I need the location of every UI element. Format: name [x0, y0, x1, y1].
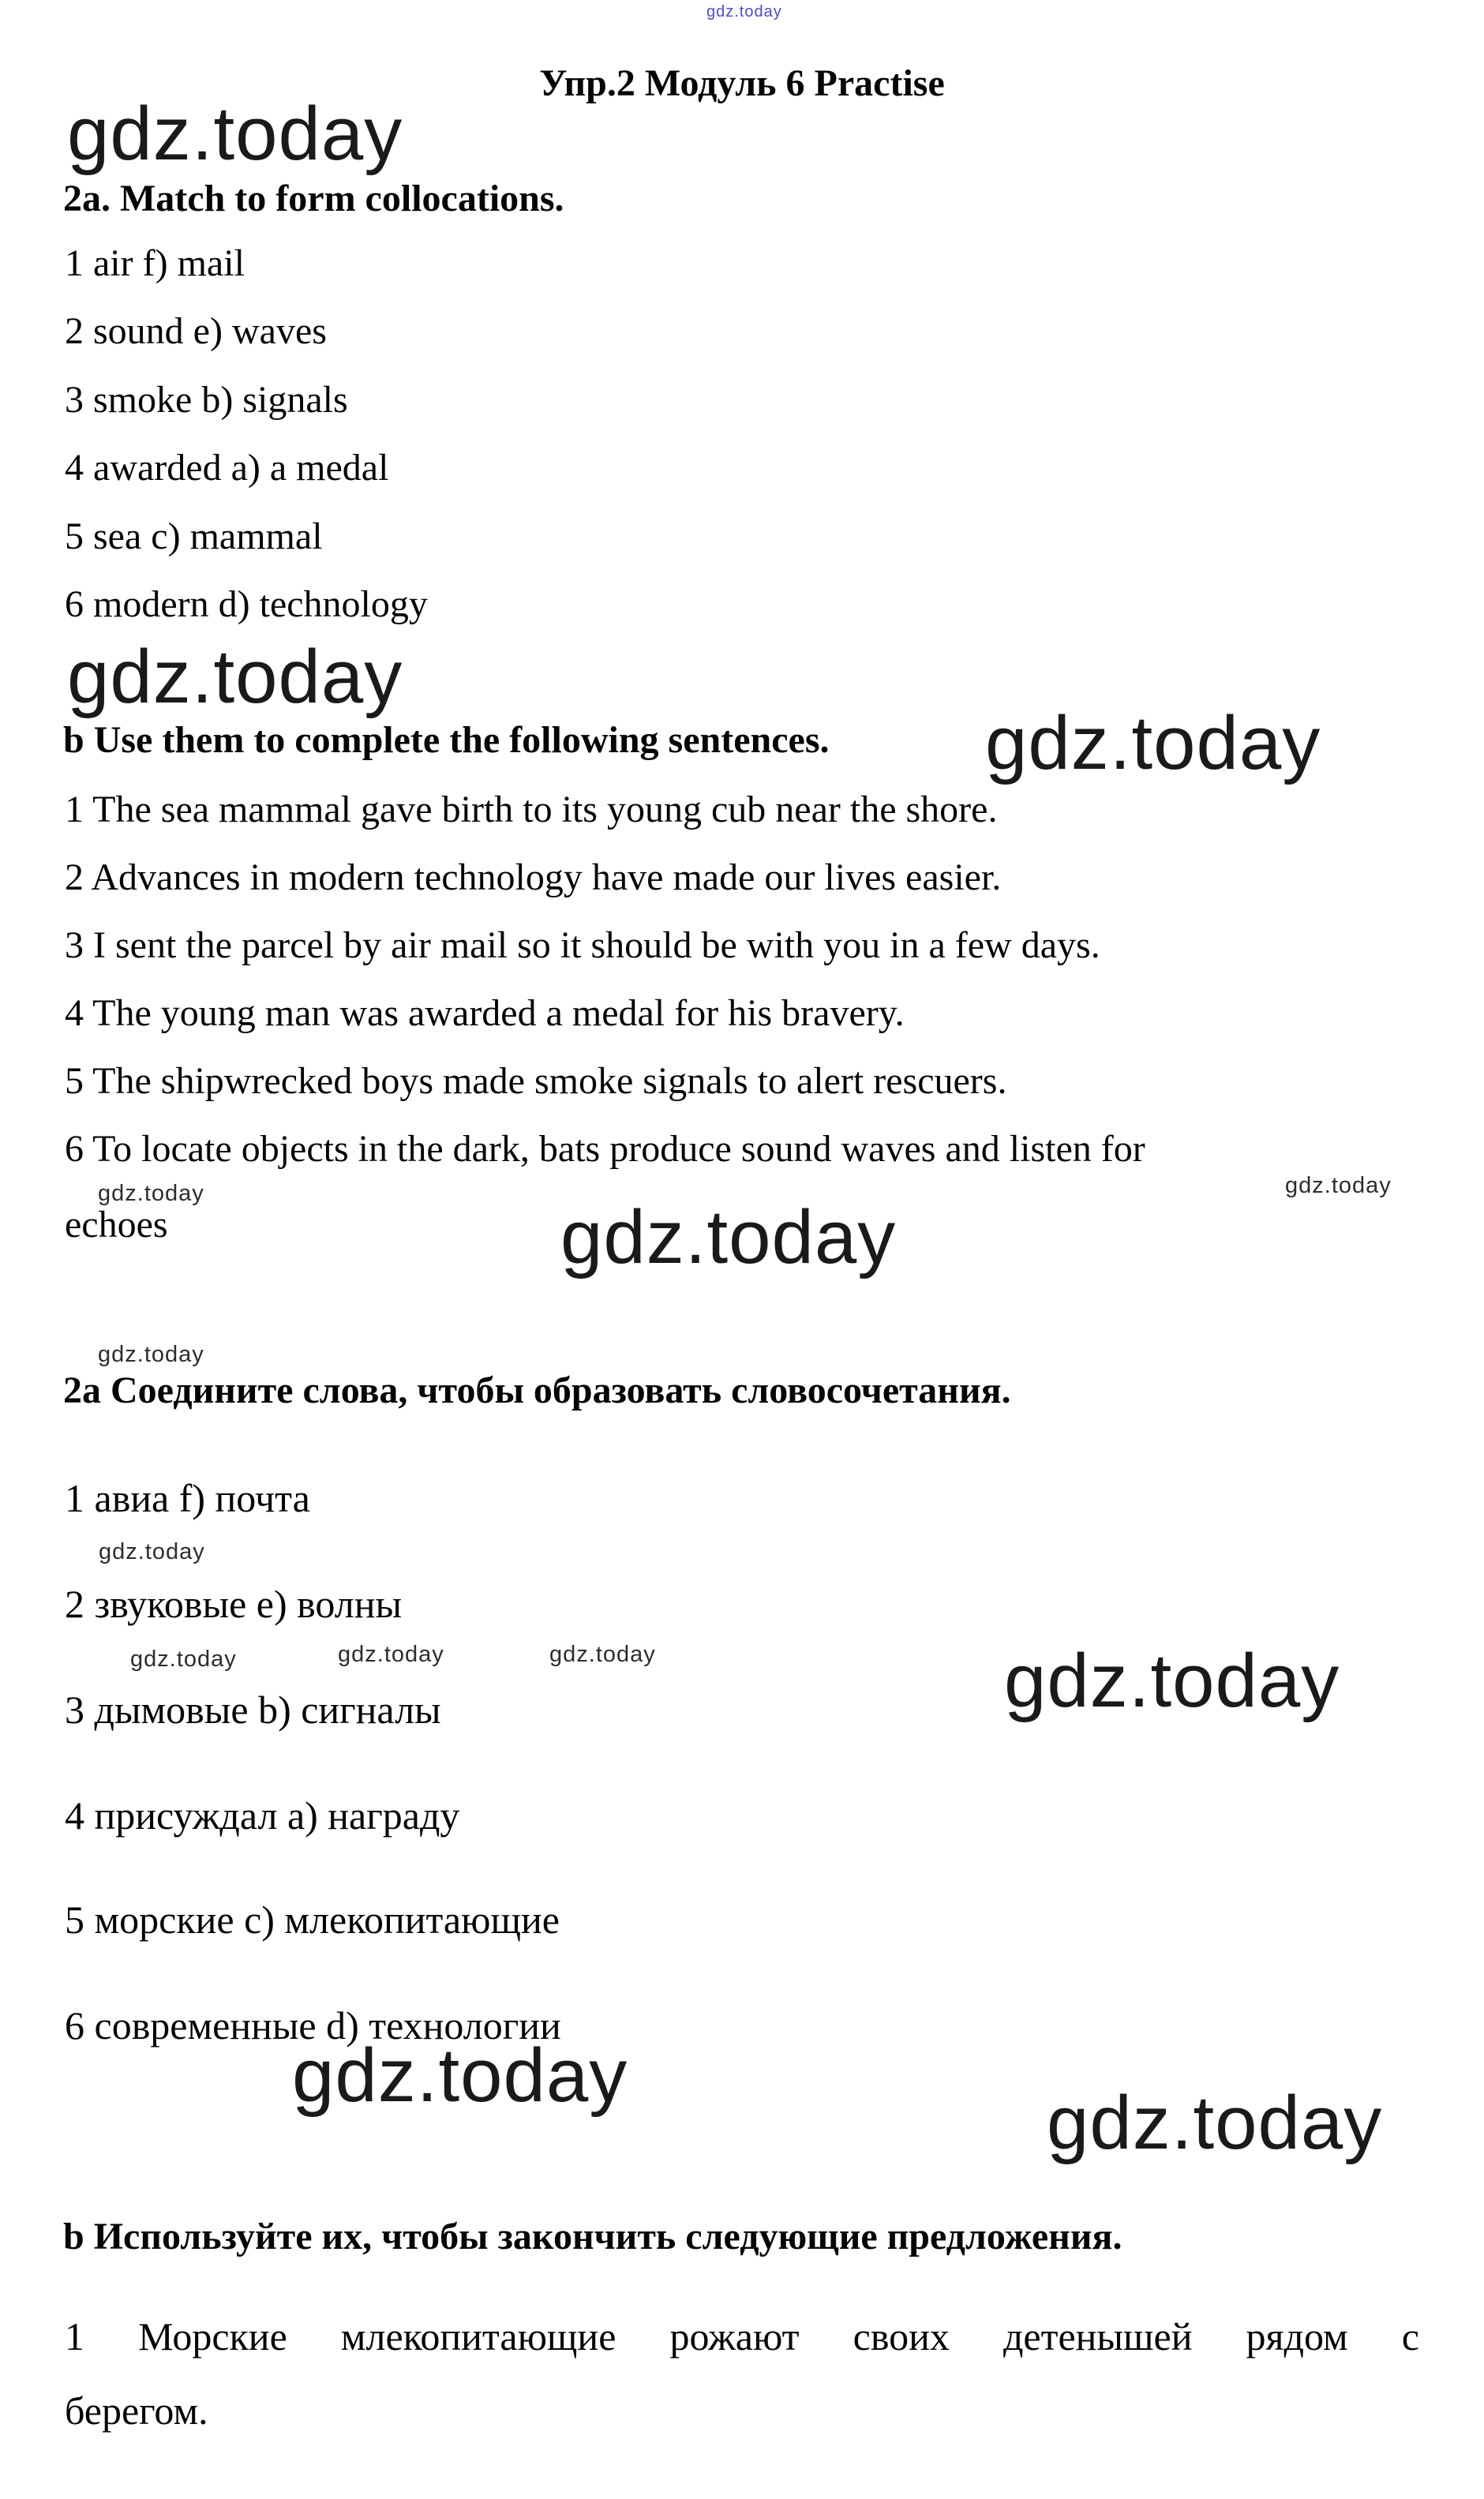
sentence-ru-1-line-1: 1 Морские млекопитающие рожают своих детенышей рядом с	[65, 2314, 1419, 2359]
match-item-ru-6: 6 современные d) технологии	[65, 2003, 561, 2048]
match-item-ru-3: 3 дымовые b) сигналы	[65, 1688, 441, 1732]
heading-match-en: 2a. Match to form collocations.	[63, 178, 564, 219]
match-item-en-6: 6 modern d) technology	[65, 583, 428, 625]
sentence-en-5: 5 The shipwrecked boys made smoke signals to alert rescuers.	[65, 1060, 1007, 1102]
match-item-ru-1: 1 авиа f) почта	[65, 1476, 310, 1520]
watermark-gdz-today-3: gdz.today	[985, 701, 1321, 785]
match-item-en-4: 4 awarded a) a medal	[65, 447, 389, 489]
watermark-gdz-today-small-4: gdz.today	[99, 1539, 205, 1564]
match-item-en-2: 2 sound e) waves	[65, 310, 327, 352]
watermark-gdz-today-small-2: gdz.today	[98, 1181, 204, 1206]
sentence-en-2: 2 Advances in modern technology have made our lives easier.	[65, 856, 1002, 898]
watermark-gdz-today-6: gdz.today	[292, 2033, 628, 2118]
watermark-gdz-today-small-5: gdz.today	[130, 1647, 237, 1672]
watermark-gdz-today-small-1: gdz.today	[1285, 1173, 1392, 1198]
match-item-ru-4: 4 присуждал а) награду	[65, 1793, 460, 1838]
watermark-gdz-today-top: gdz.today	[706, 3, 782, 21]
sentence-en-4: 4 The young man was awarded a medal for his bravery.	[65, 992, 905, 1034]
heading-use-ru: b Используйте их, чтобы закончить следующие предложения.	[63, 2216, 1122, 2257]
watermark-gdz-today-5: gdz.today	[1004, 1639, 1340, 1723]
sentence-en-1: 1 The sea mammal gave birth to its young cub near the shore.	[65, 789, 998, 830]
sentence-en-3: 3 I sent the parcel by air mail so it should be with you in a few days.	[65, 924, 1100, 966]
sentence-en-6: 6 To locate objects in the dark, bats produce sound waves and listen for	[65, 1128, 1145, 1170]
heading-match-ru: 2а Соедините слова, чтобы образовать словосочетания.	[63, 1369, 1011, 1411]
watermark-gdz-today-4: gdz.today	[560, 1195, 897, 1279]
match-item-en-5: 5 sea c) mammal	[65, 515, 323, 557]
match-item-ru-5: 5 морские с) млекопитающие	[65, 1898, 560, 1942]
exercise-title: Упр.2 Модуль 6 Practise	[539, 62, 945, 104]
watermark-gdz-today-small-3: gdz.today	[98, 1342, 204, 1367]
sentence-ru-1-line-2: берегом.	[65, 2388, 208, 2433]
heading-use-en: b Use them to complete the following sentences.	[63, 719, 830, 761]
watermark-gdz-today-1: gdz.today	[67, 92, 403, 176]
match-item-en-3: 3 smoke b) signals	[65, 379, 348, 421]
match-item-ru-2: 2 звуковые е) волны	[65, 1582, 403, 1626]
match-item-en-1: 1 air f) mail	[65, 242, 245, 284]
watermark-gdz-today-7: gdz.today	[1047, 2081, 1383, 2165]
watermark-gdz-today-2: gdz.today	[67, 635, 403, 719]
sentence-en-6-wrap: echoes	[65, 1204, 168, 1246]
watermark-gdz-today-small-6: gdz.today	[338, 1642, 444, 1667]
watermark-gdz-today-small-7: gdz.today	[549, 1642, 656, 1667]
